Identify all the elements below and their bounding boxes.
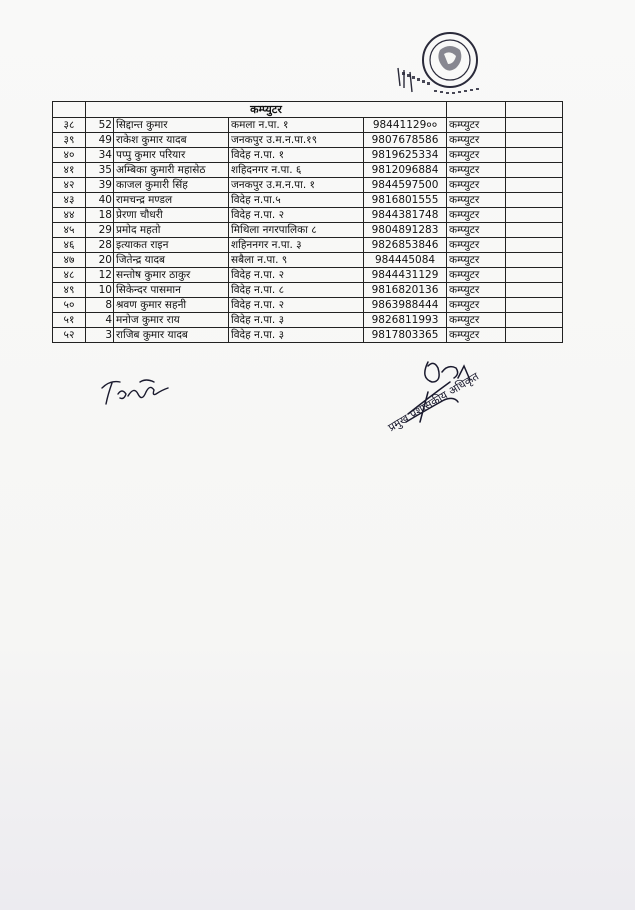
address-cell: विदेह न.पा. २	[229, 298, 364, 313]
serial-number-cell: ४५	[53, 223, 86, 238]
candidate-name-cell: रामचन्द्र मण्डल	[114, 193, 229, 208]
address-cell: विदेह न.पा.५	[229, 193, 364, 208]
table-row	[53, 118, 563, 133]
candidate-id-cell: 20	[86, 253, 114, 268]
address-cell: विदेह न.पा. ३	[229, 328, 364, 343]
candidate-id-cell: 49	[86, 133, 114, 148]
phone-cell: 9804891283	[364, 223, 447, 238]
subject-cell: कम्प्युटर	[447, 283, 506, 298]
serial-number-cell: ३९	[53, 133, 86, 148]
table-row	[53, 133, 563, 148]
table-header-title: कम्प्युटर	[86, 102, 447, 118]
candidate-name-cell: मनोज कुमार राय	[114, 313, 229, 328]
remarks-cell	[506, 118, 563, 133]
remarks-cell	[506, 178, 563, 193]
serial-number-cell: ४१	[53, 163, 86, 178]
serial-number-cell: ४८	[53, 268, 86, 283]
candidate-name-cell: जितेन्द्र यादब	[114, 253, 229, 268]
candidate-id-cell: 35	[86, 163, 114, 178]
header-empty-cell	[447, 102, 506, 118]
phone-cell: 984445084	[364, 253, 447, 268]
subject-cell: कम्प्युटर	[447, 223, 506, 238]
subject-cell: कम्प्युटर	[447, 193, 506, 208]
table-row	[53, 193, 563, 208]
candidate-id-cell: 40	[86, 193, 114, 208]
serial-number-cell: ५०	[53, 298, 86, 313]
address-cell: विदेह न.पा. २	[229, 208, 364, 223]
candidate-id-cell: 52	[86, 118, 114, 133]
phone-cell: 9826853846	[364, 238, 447, 253]
candidate-name-cell: सिद्दान्त कुमार	[114, 118, 229, 133]
remarks-cell	[506, 283, 563, 298]
phone-cell: 9863988444	[364, 298, 447, 313]
serial-number-cell: ४९	[53, 283, 86, 298]
phone-cell: 9816801555	[364, 193, 447, 208]
phone-cell: 9844381748	[364, 208, 447, 223]
table-row	[53, 298, 563, 313]
address-cell: विदेह न.पा. ३	[229, 313, 364, 328]
remarks-cell	[506, 238, 563, 253]
subject-cell: कम्प्युटर	[447, 268, 506, 283]
phone-cell: 9812096884	[364, 163, 447, 178]
signatory-title: प्रमुख प्रशासकीय अधिकृत	[385, 369, 482, 435]
remarks-cell	[506, 208, 563, 223]
header-empty-cell	[506, 102, 563, 118]
address-cell: जनकपुर उ.म.न.पा. १	[229, 178, 364, 193]
candidate-name-cell: इत्याकत राइन	[114, 238, 229, 253]
table-body	[53, 118, 563, 343]
table-row	[53, 163, 563, 178]
subject-cell: कम्प्युटर	[447, 238, 506, 253]
candidate-id-cell: 28	[86, 238, 114, 253]
candidate-id-cell: 4	[86, 313, 114, 328]
table-row	[53, 268, 563, 283]
serial-number-cell: ४३	[53, 193, 86, 208]
address-cell: शहिदनगर न.पा. ६	[229, 163, 364, 178]
phone-cell: 9807678586	[364, 133, 447, 148]
phone-cell: 98441129००	[364, 118, 447, 133]
table-header-row	[53, 102, 563, 118]
serial-number-cell: ५२	[53, 328, 86, 343]
phone-cell: 9819625334	[364, 148, 447, 163]
candidate-name-cell: सन्तोष कुमार ठाकुर	[114, 268, 229, 283]
subject-cell: कम्प्युटर	[447, 328, 506, 343]
subject-cell: कम्प्युटर	[447, 298, 506, 313]
candidate-name-cell: प्रेरणा चौधरी	[114, 208, 229, 223]
candidate-id-cell: 29	[86, 223, 114, 238]
address-cell: विदेह न.पा. १	[229, 148, 364, 163]
subject-cell: कम्प्युटर	[447, 133, 506, 148]
phone-cell: 9816820136	[364, 283, 447, 298]
address-cell: कमला न.पा. १	[229, 118, 364, 133]
table-row	[53, 208, 563, 223]
phone-cell: 9844597500	[364, 178, 447, 193]
left-signature	[98, 374, 178, 408]
candidate-table	[52, 101, 563, 343]
serial-number-cell: ४०	[53, 148, 86, 163]
table-row	[53, 178, 563, 193]
candidate-id-cell: 12	[86, 268, 114, 283]
subject-cell: कम्प्युटर	[447, 253, 506, 268]
address-cell: विदेह न.पा. ८	[229, 283, 364, 298]
table-row	[53, 238, 563, 253]
address-cell: विदेह न.पा. २	[229, 268, 364, 283]
candidate-id-cell: 34	[86, 148, 114, 163]
candidate-name-cell: अम्बिका कुमारी महासेठ	[114, 163, 229, 178]
candidate-name-cell: सिकेन्दर पासमान	[114, 283, 229, 298]
remarks-cell	[506, 148, 563, 163]
phone-cell: 9844431129	[364, 268, 447, 283]
subject-cell: कम्प्युटर	[447, 118, 506, 133]
candidate-name-cell: राकेश कुमार यादब	[114, 133, 229, 148]
table-row	[53, 283, 563, 298]
serial-number-cell: ४४	[53, 208, 86, 223]
remarks-cell	[506, 223, 563, 238]
address-cell: सबैला न.पा. ९	[229, 253, 364, 268]
table-row	[53, 253, 563, 268]
candidate-id-cell: 8	[86, 298, 114, 313]
candidate-id-cell: 39	[86, 178, 114, 193]
address-cell: जनकपुर उ.म.न.पा.१९	[229, 133, 364, 148]
subject-cell: कम्प्युटर	[447, 163, 506, 178]
serial-number-cell: ५१	[53, 313, 86, 328]
candidate-id-cell: 10	[86, 283, 114, 298]
remarks-cell	[506, 268, 563, 283]
candidate-name-cell: प्रमोद महतो	[114, 223, 229, 238]
candidate-id-cell: 3	[86, 328, 114, 343]
remarks-cell	[506, 193, 563, 208]
table-row	[53, 148, 563, 163]
candidate-name-cell: काजल कुमारी सिंह	[114, 178, 229, 193]
remarks-cell	[506, 298, 563, 313]
table-row	[53, 313, 563, 328]
candidate-name-cell: पप्पु कुमार परियार	[114, 148, 229, 163]
remarks-cell	[506, 313, 563, 328]
table-row	[53, 223, 563, 238]
subject-cell: कम्प्युटर	[447, 313, 506, 328]
serial-number-cell: ४२	[53, 178, 86, 193]
candidate-name-cell: श्रवण कुमार सहनी	[114, 298, 229, 313]
serial-number-cell: ४७	[53, 253, 86, 268]
address-cell: शहिननगर न.पा. ३	[229, 238, 364, 253]
phone-cell: 9817803365	[364, 328, 447, 343]
header-empty-cell	[53, 102, 86, 118]
serial-number-cell: ३८	[53, 118, 86, 133]
address-cell: मिथिला नगरपालिका ८	[229, 223, 364, 238]
candidate-name-cell: राजिब कुमार यादब	[114, 328, 229, 343]
remarks-cell	[506, 328, 563, 343]
phone-cell: 9826811993	[364, 313, 447, 328]
subject-cell: कम्प्युटर	[447, 208, 506, 223]
candidate-id-cell: 18	[86, 208, 114, 223]
remarks-cell	[506, 163, 563, 178]
table-row	[53, 328, 563, 343]
subject-cell: कम्प्युटर	[447, 148, 506, 163]
serial-number-cell: ४६	[53, 238, 86, 253]
remarks-cell	[506, 133, 563, 148]
subject-cell: कम्प्युटर	[447, 178, 506, 193]
remarks-cell	[506, 253, 563, 268]
